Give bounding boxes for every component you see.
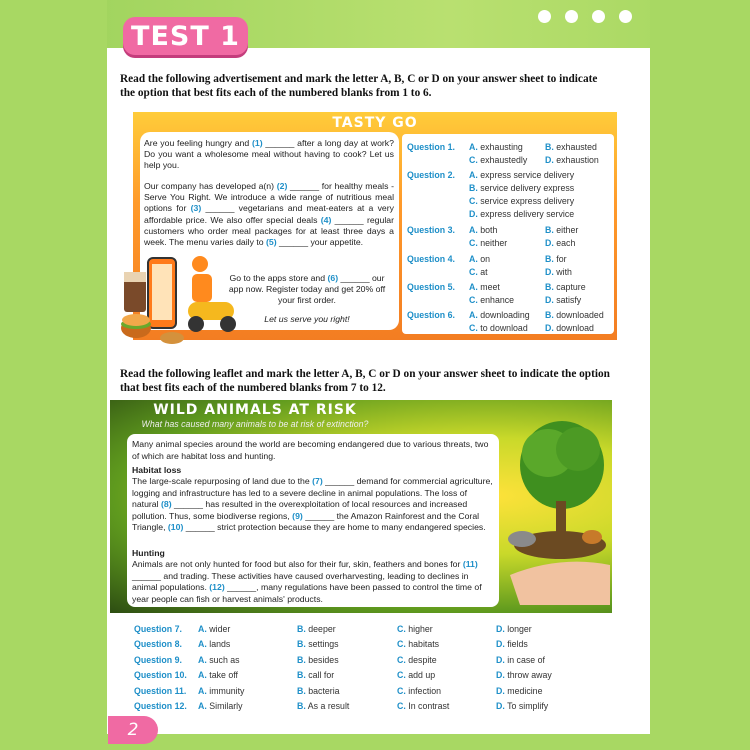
wild-animals-title: WILD ANIMALS AT RISK [153,402,357,418]
option-d[interactable]: D. To simplify [496,701,549,711]
option-b[interactable]: B. exhausted [545,142,597,152]
dot-icon [565,10,578,23]
option-c[interactable]: C. neither [469,238,508,248]
option-a[interactable]: A. exhausting [469,142,523,152]
option-d[interactable]: D. medicine [496,686,543,696]
option-b[interactable]: B. settings [297,639,339,649]
option-d[interactable]: D. throw away [496,670,552,680]
ad-paragraph-2: Our company has developed a(n) (2) ______ for healthy meals - Serve You Right. We introduce a wide range of nutritious meal options for (3) ______ vegetarians and meat-eaters at a very affordable price. We also offer special deals (4) ______ regular customers who order meal packages for at least three days a week. The menu varies daily to (5) ______ your appetite. [144,181,395,248]
option-a[interactable]: A. wider [198,624,231,634]
ad-paragraph-3: Go to the apps store and (6) ______ our app now. Register today and get 20% off your first order. [228,273,386,306]
option-b[interactable]: B. either [545,225,579,235]
dot-icon [592,10,605,23]
option-b[interactable]: B. besides [297,655,339,665]
workbook-page: TEST 1 Read the following advertisement and mark the letter A, B, C or D on your answer sheet to indicate the option that best fits each of the numbered blanks from 1 to 6. TASTY GO Are you feeling hungry and (1) ______ after a long day at work? Do you want a wholesome meal without having to cook? Let us help you. Our company has developed a(n) (2) ______ for healthy meals - Serve You Right. We introduce a wide range of nutritious meal options for (3) ______ vegetarians and meat-eaters at a very affordable price. We also offer special deals (4) ______ regular customers who order meal packages for at least three days a week. The menu varies daily to (5) ______ your appetite. Go to the apps store and (6) ______ our app now. Register today and get 20% off your first order. Let us serve you right! Question 1. A. exhausting B. exhausted C. exhaustedly D. exhaustion Question 2. A. express service delivery B. service delivery express C. service express delivery D. express delivery service Question 3. A. both B. either C. neither D. each Question 4. A. on B. for C. at D. with Question 5. A. meet B. capture C. enhance D. satisfy Question 6. A. downloading B. downloaded C. to download D. download Read the following leaflet and mark the letter A, B, C or D on your answer sheet to indicate the option that best fits each of the numbered blanks from 7 to 12. WILD ANIMALS AT RISK What has caused many animals to be at risk of extinction? Many animal species around the world are becoming endangered due to various threats, two of which are habitat loss and hunting. Habitat loss The large-scale repurposing of land due to the (7) ______ demand for commercial agriculture, logging and infrastructure has led to a severe decline in animal populations. The loss of natural (8) ______ has resulted in the overexploitation of local resources and increased pollution. Thus, some biodiverse regions, (9) ______ the Amazon Rainforest and the Coral Triangle, (10) ______ strict protection because they are home to many endangered species. Hunting Animals are not only hunted for food but also for their fur, skin, feathers and bones for (11) ______ and trading. These activities have caused overharvesting, leading to declines in animal populations. (12) ______, many regulations have been passed to control the time of year people can fish or harvest animals' products. Question 7. A. wider B. deeper C. higher D. longer Question 8. A. lands B. settings C. habitats D. fields Question 9. A. such as B. besides C. despite D. in case of Question 10. A. take off B. call for C. add up D. throw away Question 11. A. immunity B. bacteria C. infection D. medicine Question 12. A. Similarly B. As a result C. In contrast D. To simplify 2 [0,0,750,750]
option-b[interactable]: B. As a result [297,701,350,711]
section2-instruction: Read the following leaflet and mark the letter A, B, C or D on your answer sheet to indicate the option that best fits each of the numbered blanks from 7 to 12. [120,368,610,394]
option-d[interactable]: D. satisfy [545,295,582,305]
option-c[interactable]: C. add up [397,670,436,680]
option-c[interactable]: C. to download [469,323,528,333]
option-d[interactable]: D. longer [496,624,532,634]
option-a[interactable]: A. downloading [469,310,530,320]
decorative-dots [538,10,632,23]
option-b[interactable]: B. bacteria [297,686,340,696]
option-a[interactable]: A. immunity [198,686,245,696]
option-d[interactable]: D. each [545,238,576,248]
heading-habitat-loss: Habitat loss [132,465,182,475]
option-a[interactable]: A. such as [198,655,240,665]
option-c[interactable]: C. In contrast [397,701,450,711]
option-d[interactable]: D. download [545,323,594,333]
delivery-scooter-illustration [118,252,244,352]
test-label: TEST 1 [131,20,240,52]
option-b[interactable]: B. for [545,254,567,264]
wild-animals-subtitle: What has caused many animals to be at risk of extinction? [141,419,369,429]
option-d[interactable]: D. in case of [496,655,545,665]
ad-paragraph-1: Are you feeling hungry and (1) ______ after a long day at work? Do you want a wholesome meal without having to cook? Let us help you. [144,138,394,171]
option-b[interactable]: B. service delivery express [469,183,575,193]
tree-in-hand-illustration [500,405,612,610]
option-d[interactable]: D. fields [496,639,528,649]
option-c[interactable]: C. infection [397,686,442,696]
ad-slogan: Let us serve you right! [264,314,350,324]
dot-icon [538,10,551,23]
option-d[interactable]: D. with [545,267,572,277]
dot-icon [619,10,632,23]
option-c[interactable]: C. service express delivery [469,196,575,206]
option-d[interactable]: D. exhaustion [545,155,599,165]
tasty-go-title: TASTY GO [332,115,418,131]
option-a[interactable]: A. meet [469,282,500,292]
paragraph-hunting: Animals are not only hunted for food but also for their fur, skin, feathers and bones for (11) ______ and trading. These activities have caused overharvesting, leading to declines in animal populations. (12) ______, many regulations have been passed to control the time of year people can fish or harvest animals' products. [132,559,482,604]
option-c[interactable]: C. at [469,267,488,277]
option-b[interactable]: B. capture [545,282,586,292]
option-c[interactable]: C. despite [397,655,437,665]
heading-hunting: Hunting [132,548,165,558]
option-a[interactable]: A. lands [198,639,231,649]
left-green-frame [0,0,107,750]
section1-instruction: Read the following advertisement and mark the letter A, B, C or D on your answer sheet to indicate the option that best fits each of the numbered blanks from 1 to 6. [120,73,598,99]
option-c[interactable]: C. enhance [469,295,515,305]
option-a[interactable]: A. express service delivery [469,170,575,180]
option-b[interactable]: B. downloaded [545,310,604,320]
option-a[interactable]: A. both [469,225,498,235]
paragraph-habitat-loss: The large-scale repurposing of land due to the (7) ______ demand for commercial agriculture, logging and infrastructure has led to a severe decline in animal populations. The loss of natural (8) ______ has resulted in the overexploitation of local resources and increased pollution. Thus, some biodiverse regions, (9) ______ the Amazon Rainforest and the Coral Triangle, (10) ______ strict protection because they are home to many endangered species. [132,476,493,532]
leaflet-intro: Many animal species around the world are becoming endangered due to various threats, two of which are habitat loss and hunting. [132,439,489,461]
right-green-frame [650,0,750,750]
page-number: 2 [108,716,158,744]
option-b[interactable]: B. call for [297,670,335,680]
option-c[interactable]: C. habitats [397,639,440,649]
option-a[interactable]: A. Similarly [198,701,243,711]
option-b[interactable]: B. deeper [297,624,336,634]
option-a[interactable]: A. take off [198,670,238,680]
option-d[interactable]: D. express delivery service [469,209,575,219]
option-c[interactable]: C. exhaustedly [469,155,528,165]
option-c[interactable]: C. higher [397,624,433,634]
test-badge [123,17,248,55]
option-a[interactable]: A. on [469,254,491,264]
